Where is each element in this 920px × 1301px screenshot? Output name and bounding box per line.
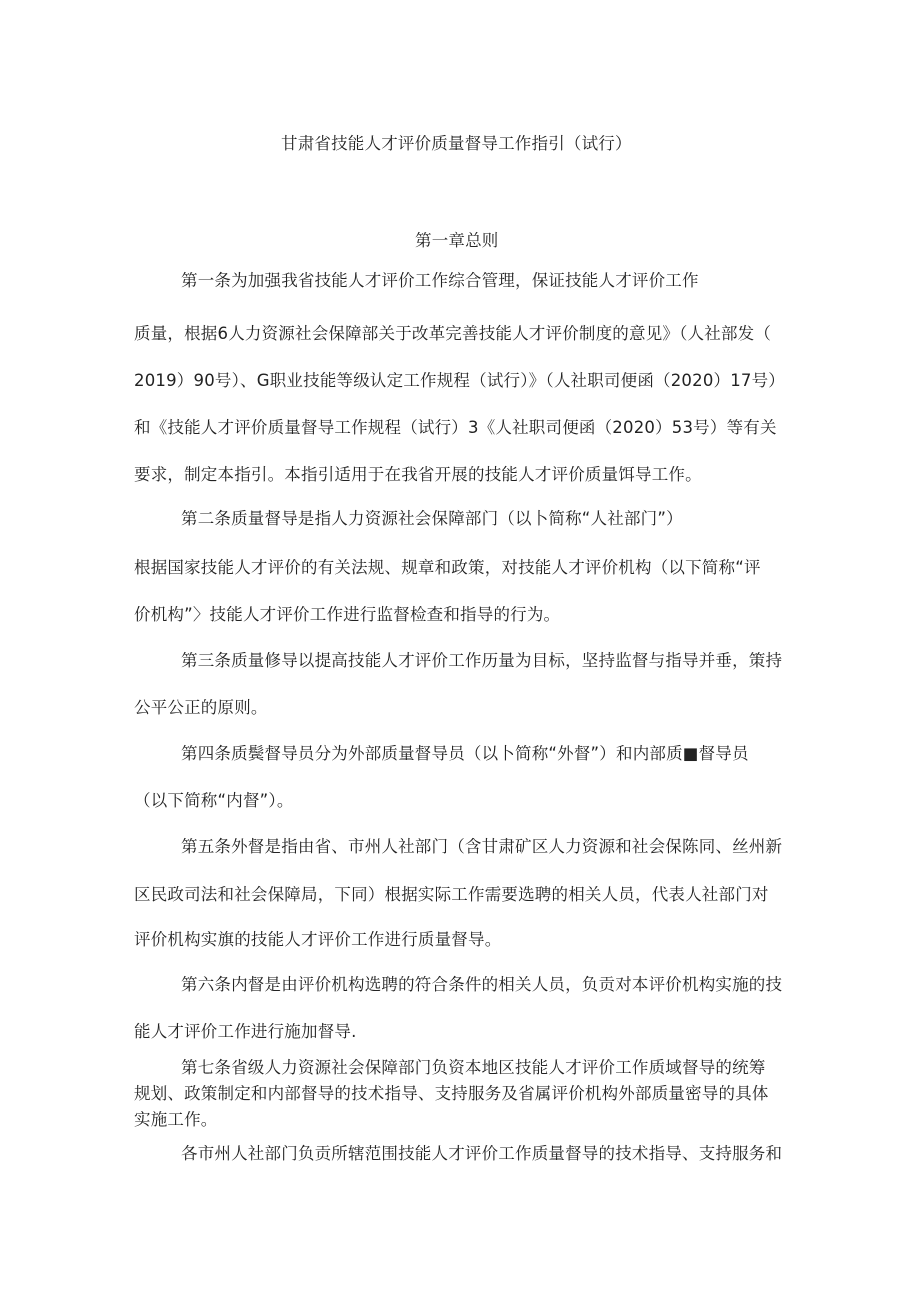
paragraph-line: 第三条质量修导以提高技能人才评价工作历量为目标，坚持监督与指导并垂，策持 (181, 651, 783, 670)
paragraph-line: 能人才评价工作进行施加督导. (134, 1022, 357, 1041)
paragraph-line: 第二条质量督导是指人力资源社会保障部门（以卜简称“人社部门”） (181, 509, 683, 528)
paragraph-line: 价机构”〉技能人才评价工作进行监督检查和指导的行为。 (134, 605, 561, 624)
paragraph-line: 各市州人社部门负贡所辖范围技能人才评价工作质量督导的技术指导、支持服务和 (181, 1144, 783, 1163)
paragraph-line: 2019）90号）、G职业技能等级认定工作规程（试行）》（人社职司便函（2020）17号） (134, 371, 786, 390)
document-title: 甘肃省技能人才评价质量督导工作指引（试行） (281, 134, 632, 153)
paragraph-line: 第四条质鬓督导员分为外部质量督导员（以卜简称“外督”）和内部质■督导员 (181, 744, 749, 763)
chapter-heading: 第一章总则 (415, 231, 499, 250)
paragraph-line: 规划、政策制定和内部督导的技术指导、支持服务及省属评价机构外部质量密导的具体 (134, 1084, 769, 1103)
paragraph-line: 公平公正的原则。 (134, 698, 268, 717)
paragraph-line: 根据国家技能人才评价的有关法规、规章和政策，对技能人才评价机构（以下简称“评 (134, 558, 761, 577)
paragraph-line: 实施工作。 (134, 1110, 218, 1129)
paragraph-line: 区民政司法和社会保障局，下同）根据实际工作需要选聘的相关人员，代表人社部门对 (134, 885, 769, 904)
paragraph-line: 评价机构实旗的技能人才评价工作进行质量督导。 (134, 930, 502, 949)
paragraph-line: 第五条外督是指由省、市州人社部门（含甘肃矿区人力资源和社会保陈同、丝州新 (181, 837, 783, 856)
paragraph-line: 第六条内督是由评价机构选聘的符合条件的相关人员，负贡对本评价机构实施的技 (181, 975, 783, 994)
paragraph-line: 要求，制定本指引。本指引适用于在我省开展的技能人才评价质量饵导工作。 (134, 465, 702, 484)
paragraph-line: 和《技能人才评价质量督导工作规程（试行）3《人社职司便函（2020）53号）等有关 (134, 418, 777, 437)
paragraph-line: （以下简称“内督”）。 (134, 791, 294, 810)
paragraph-line: 第七条省级人力资源社会保障部门负资本地区技能人才评价工作质域督导的统筹 (181, 1058, 766, 1077)
paragraph-line: 第一条为加强我省技能人才评价工作综合管理，保证技能人才评价工作 (181, 271, 699, 290)
paragraph-line: 质量，根据6人力资源社会保障部关于改革完善技能人才评价制度的意见》（人社部发（ (134, 324, 772, 343)
